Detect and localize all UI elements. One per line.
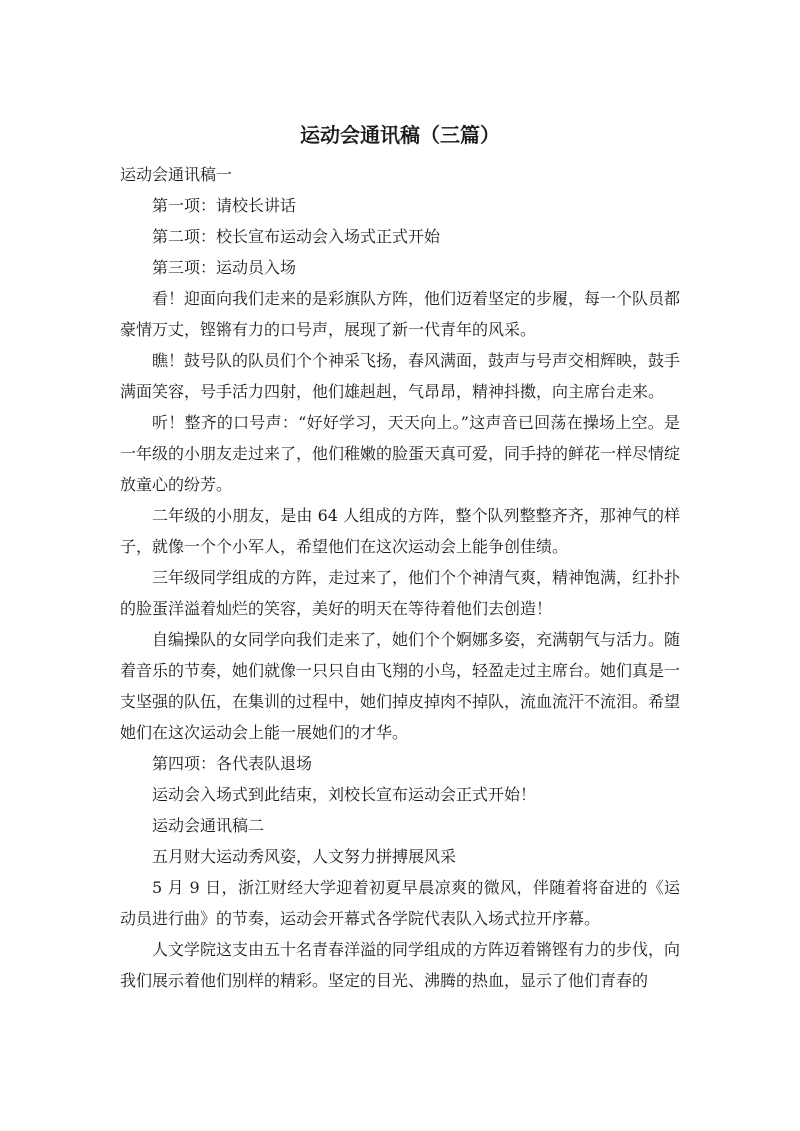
section-subtitle-2: 五月财大运动秀风姿，人文努力拼搏展风采 bbox=[152, 847, 457, 866]
program-item-1: 第一项：请校长讲话 bbox=[152, 196, 297, 215]
paragraph-grade-three: 三年级同学组成的方阵，走过来了，他们个个神清气爽，精神饱满，红扑扑的脸蛋洋溢着灿烂的笑容，美好的明天在等待着他们去创造！ bbox=[120, 568, 681, 618]
paragraph-grade-two: 二年级的小朋友，是由 64 人组成的方阵，整个队列整整齐齐，那神气的样子，就像一个个小军人，希望他们在这次运动会上能争创佳绩。 bbox=[120, 506, 680, 556]
paragraph-flag-team: 看！迎面向我们走来的是彩旗队方阵，他们迈着坚定的步履，每一个队员都豪情万丈，铿锵有力的口号声，展现了新一代青年的风采。 bbox=[120, 289, 681, 339]
program-item-3: 第三项：运动员入场 bbox=[152, 258, 297, 277]
paragraph-exercise-team: 自编操队的女同学向我们走来了，她们个个婀娜多姿，充满朝气与活力。随着音乐的节奏，她们就像一只只自由飞翔的小鸟，轻盈走过主席台。她们真是一支坚强的队伍，在集训的过程中，她们掉皮掉肉不掉队，流血流汗不流泪。希望她们在这次运动会上能一展她们的才华。 bbox=[120, 630, 681, 742]
paragraph-grade-one: 听！整齐的口号声：“好好学习，天天向上。”这声音已回荡在操场上空。是一年级的小朋友走过来了，他们稚嫩的脸蛋天真可爱，同手持的鲜花一样尽情绽放童心的纷芳。 bbox=[120, 413, 681, 494]
section-heading-2: 运动会通讯稿二 bbox=[152, 816, 265, 835]
paragraph-drum-team: 瞧！鼓号队的队员们个个神采飞扬，春风满面，鼓声与号声交相辉映，鼓手满面笑容，号手活力四射，他们雄赳赳，气昂昂，精神抖擞，向主席台走来。 bbox=[120, 351, 681, 401]
document-title: 运动会通讯稿（三篇） bbox=[300, 123, 500, 147]
paragraph-closing: 运动会入场式到此结束，刘校长宣布运动会正式开始！ bbox=[152, 785, 537, 804]
document-body bbox=[120, 159, 680, 996]
program-item-2: 第二项：校长宣布运动会入场式正式开始 bbox=[152, 227, 441, 246]
section-heading-1: 运动会通讯稿一 bbox=[120, 165, 233, 184]
paragraph-opening-date: 5 月 9 日，浙江财经大学迎着初夏早晨凉爽的微风，伴随着将奋进的《运动员进行曲》的节奏，运动会开幕式各学院代表队入场式拉开序幕。 bbox=[120, 878, 680, 928]
paragraph-humanities-team: 人文学院这支由五十名青春洋溢的同学组成的方阵迈着锵铿有力的步伐，向我们展示着他们别样的精彩。坚定的目光、沸腾的热血，显示了他们青春的 bbox=[120, 940, 681, 990]
program-item-4: 第四项：各代表队退场 bbox=[152, 754, 313, 773]
